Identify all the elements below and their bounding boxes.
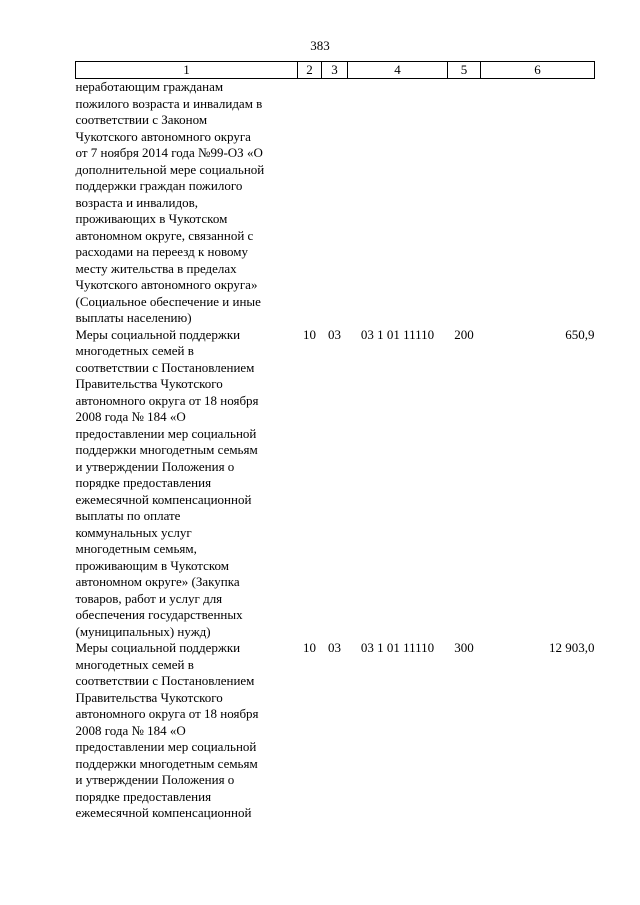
row-section: 10 xyxy=(303,326,316,342)
row-subsection: 03 xyxy=(328,326,341,342)
row-target-article xyxy=(348,79,448,327)
row-expense-type: 300 xyxy=(454,640,474,655)
row-name: Меры социальной поддержки многодетных семей в соответствии с Постановлением Правительства Чукотского автономного округа от 18 ноября 2008 года № 184 «О предоставлении мер социальной поддержки многодетным семьям и утверждении Положения о порядке предоставления ежемесячной компенсационной xyxy=(75,640,259,820)
page-number: 383 xyxy=(310,38,330,53)
table-row xyxy=(76,79,595,327)
row-target-article: 03 1 01 11110 xyxy=(360,640,435,655)
header-col-6: 6 xyxy=(481,62,595,79)
header-col-5: 5 xyxy=(448,62,481,79)
table-row xyxy=(76,640,595,822)
row-amount xyxy=(481,79,595,327)
row-amount: 650,9 xyxy=(565,326,595,342)
header-col-4: 4 xyxy=(348,62,448,79)
row-name: неработающим гражданам пожилого возраста и инвалидам в соответствии с Законом Чукотского автономного округа от 7 ноября 2014 года №99-ОЗ «О дополнительной мере социальной поддержки граждан пожилого возраста и инвалидов, проживающих в Чукотском автономном округе, связанной с расходами на переезд к новому месту жительства в пределах Чукотского автономного округа» (Социальное обеспечение и иные выплаты населению) xyxy=(75,79,265,325)
row-section: 10 xyxy=(303,640,316,655)
row-name: Меры социальной поддержки многодетных семей в соответствии с Постановлением Правительства Чукотского автономного округа от 18 ноября 2008 года № 184 «О предоставлении мер социальной поддержки многодетным семьям и утверждении Положения о порядке предоставления ежемесячной компенсационной выплаты по оплате коммунальных услуг многодетным семьям, проживающим в Чукотском автономном округе» (Закупка товаров, работ и услуг для обеспечения государственных (муниципальных) нужд) xyxy=(75,326,259,639)
row-amount: 12 903,0 xyxy=(549,640,595,655)
row-subsection xyxy=(322,79,348,327)
header-col-3: 3 xyxy=(322,62,348,79)
header-col-1: 1 xyxy=(76,62,298,79)
row-target-article: 03 1 01 11110 xyxy=(360,326,435,342)
budget-table xyxy=(75,61,595,822)
header-col-2: 2 xyxy=(298,62,322,79)
row-subsection: 03 xyxy=(328,640,341,655)
table-header-row xyxy=(76,62,595,79)
row-expense-type xyxy=(448,79,481,327)
row-section xyxy=(298,79,322,327)
table-row xyxy=(76,327,595,641)
row-expense-type: 200 xyxy=(454,326,474,342)
